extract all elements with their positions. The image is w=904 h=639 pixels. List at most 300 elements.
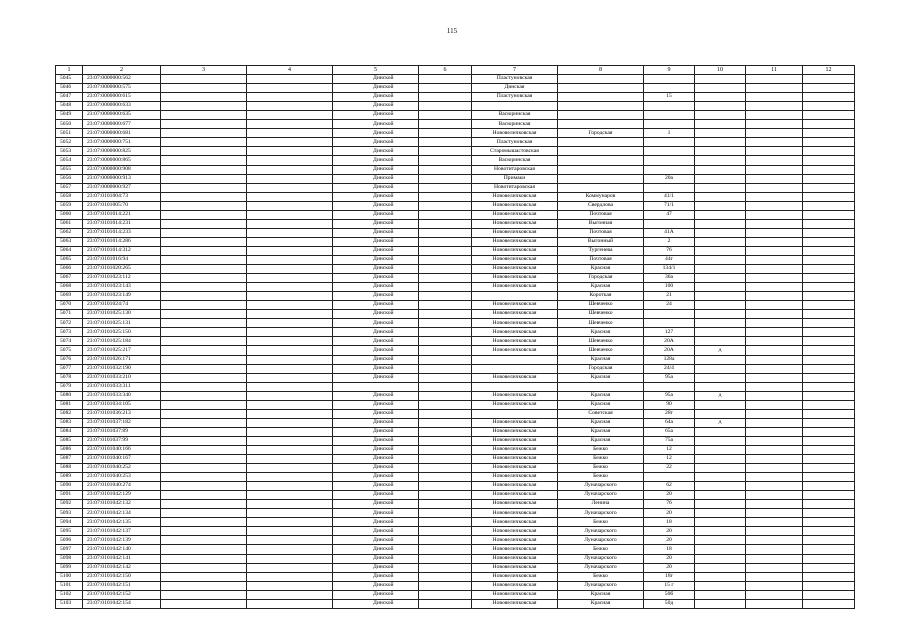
house-number-cell: 24/4 xyxy=(644,364,695,373)
col12-cell xyxy=(803,527,855,536)
cadastral-number-cell: 23:07:0101014:312 xyxy=(83,246,161,255)
col10-cell xyxy=(695,102,746,111)
column-header: 8 xyxy=(558,66,644,75)
district-cell: Динской xyxy=(333,138,419,147)
settlement-cell: Нововеличковская xyxy=(472,572,558,581)
col11-cell xyxy=(746,219,803,228)
col3-cell xyxy=(161,255,247,264)
settlement-cell: Нововеличковская xyxy=(472,301,558,310)
col12-cell xyxy=(803,581,855,590)
cadastral-number-cell: 23:07:0101024:74 xyxy=(83,301,161,310)
cadastral-number-cell: 23:07:0101042:151 xyxy=(83,581,161,590)
col4-cell xyxy=(247,319,333,328)
table-row xyxy=(56,455,855,464)
col3-cell xyxy=(161,373,247,382)
settlement-cell: Нововеличковская xyxy=(472,500,558,509)
table-row xyxy=(56,165,855,174)
col10-cell xyxy=(695,373,746,382)
street-cell: Красная xyxy=(558,355,644,364)
col4-cell xyxy=(247,373,333,382)
col10-cell xyxy=(695,129,746,138)
district-cell: Динской xyxy=(333,418,419,427)
col12-cell xyxy=(803,310,855,319)
col11-cell xyxy=(746,554,803,563)
settlement-cell: Нововеличковская xyxy=(472,310,558,319)
col6-cell xyxy=(419,246,472,255)
house-number-cell: 20 xyxy=(644,527,695,536)
row-number-cell: 5083 xyxy=(56,418,83,427)
cadastral-number-cell: 23:07:0101005:70 xyxy=(83,201,161,210)
col6-cell xyxy=(419,265,472,274)
col3-cell xyxy=(161,93,247,102)
district-cell: Динской xyxy=(333,165,419,174)
row-number-cell: 5045 xyxy=(56,75,83,84)
col4-cell xyxy=(247,310,333,319)
col10-cell xyxy=(695,409,746,418)
col4-cell xyxy=(247,228,333,237)
house-number-cell xyxy=(644,310,695,319)
col12-cell xyxy=(803,192,855,201)
district-cell: Динской xyxy=(333,409,419,418)
col6-cell xyxy=(419,355,472,364)
settlement-cell xyxy=(472,409,558,418)
col6-cell xyxy=(419,400,472,409)
col10-cell xyxy=(695,201,746,210)
row-number-cell: 5095 xyxy=(56,527,83,536)
house-number-cell: 95а xyxy=(644,391,695,400)
house-number-cell: 134/1 xyxy=(644,265,695,274)
registry-table xyxy=(55,65,855,609)
col11-cell xyxy=(746,599,803,608)
cadastral-number-cell: 23:07:0101032:190 xyxy=(83,364,161,373)
row-number-cell: 5059 xyxy=(56,201,83,210)
col12-cell xyxy=(803,84,855,93)
column-header: 1 xyxy=(56,66,83,75)
col3-cell xyxy=(161,346,247,355)
district-cell: Динской xyxy=(333,183,419,192)
header-row xyxy=(56,66,855,75)
table-row xyxy=(56,265,855,274)
settlement-cell: Пластуновская xyxy=(472,75,558,84)
col11-cell xyxy=(746,328,803,337)
col11-cell xyxy=(746,147,803,156)
street-cell xyxy=(558,174,644,183)
col4-cell xyxy=(247,382,333,391)
col12-cell xyxy=(803,373,855,382)
district-cell: Динской xyxy=(333,255,419,264)
col11-cell xyxy=(746,174,803,183)
col12-cell xyxy=(803,219,855,228)
cadastral-number-cell: 23:07:0101042:137 xyxy=(83,527,161,536)
cadastral-number-cell: 23:07:0101025:130 xyxy=(83,310,161,319)
col4-cell xyxy=(247,75,333,84)
house-number-cell xyxy=(644,473,695,482)
table-row xyxy=(56,283,855,292)
row-number-cell: 5084 xyxy=(56,427,83,436)
cadastral-number-cell: 23:07:0000000:562 xyxy=(83,75,161,84)
settlement-cell: Нововеличковская xyxy=(472,192,558,201)
col6-cell xyxy=(419,581,472,590)
table-row xyxy=(56,337,855,346)
district-cell: Динской xyxy=(333,473,419,482)
col6-cell xyxy=(419,219,472,228)
col3-cell xyxy=(161,464,247,473)
district-cell: Динской xyxy=(333,111,419,120)
col4-cell xyxy=(247,509,333,518)
district-cell: Динской xyxy=(333,491,419,500)
street-cell: Свердлова xyxy=(558,201,644,210)
col6-cell xyxy=(419,138,472,147)
district-cell: Динской xyxy=(333,436,419,445)
table-row xyxy=(56,129,855,138)
col10-cell xyxy=(695,337,746,346)
col12-cell xyxy=(803,283,855,292)
col4-cell xyxy=(247,455,333,464)
table-row xyxy=(56,84,855,93)
house-number-cell: 12 xyxy=(644,455,695,464)
column-header: 2 xyxy=(83,66,161,75)
col12-cell xyxy=(803,165,855,174)
table-row xyxy=(56,590,855,599)
col11-cell xyxy=(746,274,803,283)
col6-cell xyxy=(419,500,472,509)
col3-cell xyxy=(161,518,247,527)
table-row xyxy=(56,183,855,192)
col4-cell xyxy=(247,436,333,445)
district-cell: Динской xyxy=(333,93,419,102)
col11-cell xyxy=(746,75,803,84)
cadastral-number-cell: 23:07:0101040:166 xyxy=(83,445,161,454)
col6-cell xyxy=(419,436,472,445)
col12-cell xyxy=(803,75,855,84)
col4-cell xyxy=(247,473,333,482)
col3-cell xyxy=(161,391,247,400)
house-number-cell: 20 xyxy=(644,563,695,572)
table-row xyxy=(56,509,855,518)
col12-cell xyxy=(803,102,855,111)
col3-cell xyxy=(161,364,247,373)
settlement-cell xyxy=(472,364,558,373)
table-row xyxy=(56,111,855,120)
col3-cell xyxy=(161,400,247,409)
house-number-cell: 24 xyxy=(644,301,695,310)
col6-cell xyxy=(419,147,472,156)
street-cell: Коммунаров xyxy=(558,192,644,201)
house-number-cell: 20 xyxy=(644,554,695,563)
col11-cell xyxy=(746,138,803,147)
row-number-cell: 5079 xyxy=(56,382,83,391)
row-number-cell: 5103 xyxy=(56,599,83,608)
col10-cell xyxy=(695,174,746,183)
col11-cell xyxy=(746,581,803,590)
col12-cell xyxy=(803,319,855,328)
col3-cell xyxy=(161,599,247,608)
col6-cell xyxy=(419,455,472,464)
col11-cell xyxy=(746,355,803,364)
street-cell: Советская xyxy=(558,409,644,418)
col11-cell xyxy=(746,491,803,500)
district-cell: Динской xyxy=(333,563,419,572)
col11-cell xyxy=(746,283,803,292)
col10-cell xyxy=(695,84,746,93)
col4-cell xyxy=(247,418,333,427)
cadastral-number-cell: 23:07:0101037:99 xyxy=(83,436,161,445)
col3-cell xyxy=(161,129,247,138)
cadastral-number-cell: 23:07:0101025:131 xyxy=(83,319,161,328)
settlement-cell: Нововеличковская xyxy=(472,473,558,482)
col10-cell xyxy=(695,301,746,310)
house-number-cell: 18г xyxy=(644,572,695,581)
row-number-cell: 5055 xyxy=(56,165,83,174)
col11-cell xyxy=(746,228,803,237)
house-number-cell: 20 xyxy=(644,509,695,518)
cadastral-number-cell: 23:07:0000000:677 xyxy=(83,120,161,129)
cadastral-number-cell: 23:07:0000000:865 xyxy=(83,156,161,165)
row-number-cell: 5064 xyxy=(56,246,83,255)
cadastral-number-cell: 23:07:0101023:143 xyxy=(83,283,161,292)
house-number-cell: 28г xyxy=(644,409,695,418)
table-row xyxy=(56,599,855,608)
column-header: 3 xyxy=(161,66,247,75)
col11-cell xyxy=(746,292,803,301)
settlement-cell: Нововеличковская xyxy=(472,201,558,210)
row-number-cell: 5072 xyxy=(56,319,83,328)
col4-cell xyxy=(247,599,333,608)
table-row xyxy=(56,219,855,228)
district-cell: Динской xyxy=(333,518,419,527)
row-number-cell: 5071 xyxy=(56,310,83,319)
cadastral-number-cell: 23:07:0101042:142 xyxy=(83,563,161,572)
table-row xyxy=(56,138,855,147)
district-cell: Динской xyxy=(333,219,419,228)
col10-cell xyxy=(695,554,746,563)
district-cell: Динской xyxy=(333,346,419,355)
settlement-cell: Нововеличковская xyxy=(472,418,558,427)
cadastral-number-cell: 23:07:0000000:635 xyxy=(83,111,161,120)
district-cell: Динской xyxy=(333,391,419,400)
col12-cell xyxy=(803,473,855,482)
cadastral-number-cell: 23:07:0101016:94 xyxy=(83,255,161,264)
column-header: 7 xyxy=(472,66,558,75)
col11-cell xyxy=(746,364,803,373)
settlement-cell: Нововеличковская xyxy=(472,129,558,138)
col6-cell xyxy=(419,328,472,337)
house-number-cell: 41А xyxy=(644,228,695,237)
street-cell: Красная xyxy=(558,436,644,445)
col4-cell xyxy=(247,355,333,364)
house-number-cell: 15 г xyxy=(644,581,695,590)
col6-cell xyxy=(419,210,472,219)
col3-cell xyxy=(161,545,247,554)
district-cell: Динской xyxy=(333,301,419,310)
house-number-cell xyxy=(644,147,695,156)
house-number-cell: 21 xyxy=(644,292,695,301)
street-cell: Шевченко xyxy=(558,319,644,328)
street-cell xyxy=(558,75,644,84)
district-cell: Динской xyxy=(333,527,419,536)
col4-cell xyxy=(247,219,333,228)
col4-cell xyxy=(247,129,333,138)
district-cell: Динской xyxy=(333,400,419,409)
col6-cell xyxy=(419,599,472,608)
street-cell: Красная xyxy=(558,391,644,400)
street-cell: Луначарского xyxy=(558,482,644,491)
table-row xyxy=(56,174,855,183)
col10-cell xyxy=(695,156,746,165)
cadastral-number-cell: 23:07:0101042:140 xyxy=(83,545,161,554)
house-number-cell: 64а xyxy=(644,418,695,427)
col12-cell xyxy=(803,210,855,219)
col3-cell xyxy=(161,75,247,84)
col11-cell xyxy=(746,156,803,165)
col3-cell xyxy=(161,301,247,310)
col10-cell xyxy=(695,310,746,319)
table-row xyxy=(56,382,855,391)
col10-cell xyxy=(695,355,746,364)
col3-cell xyxy=(161,174,247,183)
col11-cell xyxy=(746,445,803,454)
row-number-cell: 5098 xyxy=(56,554,83,563)
cadastral-number-cell: 23:07:0101042:150 xyxy=(83,572,161,581)
row-number-cell: 5094 xyxy=(56,518,83,527)
col6-cell xyxy=(419,183,472,192)
col12-cell xyxy=(803,427,855,436)
col10-cell: д xyxy=(695,346,746,355)
col10-cell xyxy=(695,536,746,545)
col12-cell xyxy=(803,409,855,418)
col4-cell xyxy=(247,464,333,473)
settlement-cell: Нововеличковская xyxy=(472,509,558,518)
col4-cell xyxy=(247,364,333,373)
street-cell: Шевченко xyxy=(558,346,644,355)
col4-cell xyxy=(247,346,333,355)
col4-cell xyxy=(247,545,333,554)
col6-cell xyxy=(419,545,472,554)
street-cell: Короткая xyxy=(558,292,644,301)
col12-cell xyxy=(803,174,855,183)
col11-cell xyxy=(746,93,803,102)
cadastral-number-cell: 23:07:0000000:913 xyxy=(83,174,161,183)
col11-cell xyxy=(746,84,803,93)
col11-cell xyxy=(746,391,803,400)
col4-cell xyxy=(247,590,333,599)
table-row xyxy=(56,301,855,310)
cadastral-number-cell: 23:07:0101026:171 xyxy=(83,355,161,364)
cadastral-number-cell: 23:07:0000000:575 xyxy=(83,84,161,93)
col6-cell xyxy=(419,93,472,102)
cadastral-number-cell: 23:07:0101025:150 xyxy=(83,328,161,337)
settlement-cell: Нововеличковская xyxy=(472,455,558,464)
col3-cell xyxy=(161,283,247,292)
settlement-cell: Нововеличковская xyxy=(472,563,558,572)
col10-cell xyxy=(695,436,746,445)
table-row xyxy=(56,527,855,536)
col12-cell xyxy=(803,464,855,473)
district-cell: Динской xyxy=(333,210,419,219)
col6-cell xyxy=(419,563,472,572)
house-number-cell: 50д xyxy=(644,599,695,608)
col3-cell xyxy=(161,473,247,482)
cadastral-number-cell: 23:07:0101036:213 xyxy=(83,409,161,418)
street-cell xyxy=(558,382,644,391)
row-number-cell: 5063 xyxy=(56,237,83,246)
district-cell: Динской xyxy=(333,310,419,319)
col4-cell xyxy=(247,572,333,581)
col4-cell xyxy=(247,400,333,409)
cadastral-number-cell: 23:07:0101040:253 xyxy=(83,473,161,482)
table-row xyxy=(56,536,855,545)
settlement-cell: Нововеличковская xyxy=(472,590,558,599)
table-row xyxy=(56,563,855,572)
table-row xyxy=(56,246,855,255)
col6-cell xyxy=(419,445,472,454)
settlement-cell: Нововеличковская xyxy=(472,527,558,536)
column-header: 5 xyxy=(333,66,419,75)
col11-cell xyxy=(746,427,803,436)
house-number-cell: 62 xyxy=(644,482,695,491)
district-cell: Динской xyxy=(333,590,419,599)
col3-cell xyxy=(161,409,247,418)
col11-cell xyxy=(746,373,803,382)
col11-cell xyxy=(746,129,803,138)
col3-cell xyxy=(161,237,247,246)
col11-cell xyxy=(746,572,803,581)
settlement-cell: Нововеличковская xyxy=(472,219,558,228)
col11-cell xyxy=(746,518,803,527)
house-number-cell: 76 xyxy=(644,500,695,509)
cadastral-number-cell: 23:07:0000000:615 xyxy=(83,93,161,102)
col3-cell xyxy=(161,111,247,120)
settlement-cell: Васюринская xyxy=(472,156,558,165)
col3-cell xyxy=(161,491,247,500)
col3-cell xyxy=(161,183,247,192)
col4-cell xyxy=(247,237,333,246)
cadastral-number-cell: 23:07:0101014:286 xyxy=(83,237,161,246)
street-cell: Городская xyxy=(558,274,644,283)
settlement-cell: Нововеличковская xyxy=(472,274,558,283)
street-cell: Красная xyxy=(558,590,644,599)
house-number-cell: 128а xyxy=(644,355,695,364)
col10-cell xyxy=(695,283,746,292)
col12-cell xyxy=(803,500,855,509)
row-number-cell: 5070 xyxy=(56,301,83,310)
col10-cell xyxy=(695,265,746,274)
row-number-cell: 5058 xyxy=(56,192,83,201)
house-number-cell: 71/1 xyxy=(644,201,695,210)
col10-cell xyxy=(695,165,746,174)
settlement-cell xyxy=(472,102,558,111)
col4-cell xyxy=(247,391,333,400)
district-cell: Динской xyxy=(333,156,419,165)
col4-cell xyxy=(247,445,333,454)
col6-cell xyxy=(419,527,472,536)
col6-cell xyxy=(419,111,472,120)
row-number-cell: 5088 xyxy=(56,464,83,473)
cadastral-number-cell: 23:07:0000000:927 xyxy=(83,183,161,192)
col4-cell xyxy=(247,93,333,102)
cadastral-number-cell: 23:07:0101042:152 xyxy=(83,590,161,599)
col11-cell xyxy=(746,120,803,129)
house-number-cell: 127 xyxy=(644,328,695,337)
house-number-cell: 50б xyxy=(644,590,695,599)
row-number-cell: 5086 xyxy=(56,445,83,454)
row-number-cell: 5060 xyxy=(56,210,83,219)
street-cell: Шевченко xyxy=(558,310,644,319)
col12-cell xyxy=(803,599,855,608)
col3-cell xyxy=(161,219,247,228)
district-cell: Динской xyxy=(333,500,419,509)
col6-cell xyxy=(419,464,472,473)
